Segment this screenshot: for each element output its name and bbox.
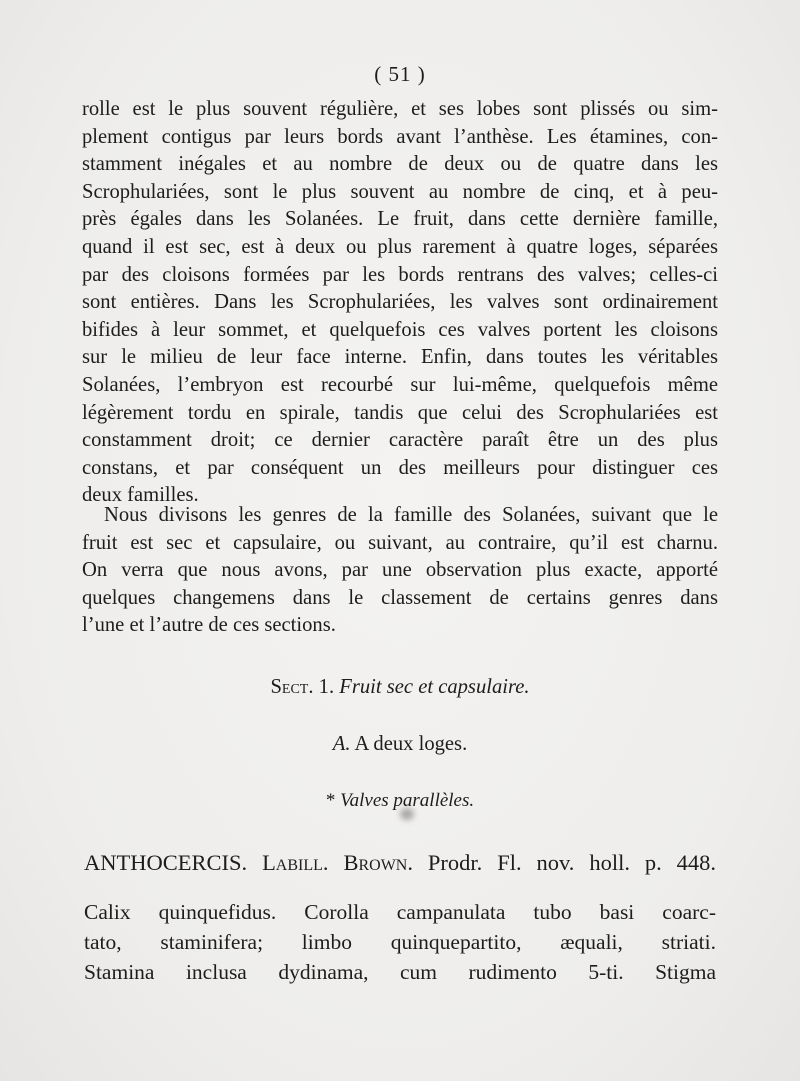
text-line: près égales dans les Solanées. Le fruit, dans cette dernière famille, [82,208,718,231]
genus-author-brown: Brown. [343,850,413,875]
text-line: sur le milieu de leur face interne. Enfin, dans toutes les véritables [82,346,718,369]
section-number: 1. [318,676,335,698]
text-line: quand il est sec, est à deux ou plus rarement à quatre loges, séparées [82,235,718,258]
genus-heading [84,850,716,876]
genus-name: ANTHOCERCIS. [84,850,248,875]
text-line: sont entières. Dans les Scrophulariées, les valves sont ordinairement [82,291,718,314]
genus-reference: Prodr. Fl. nov. holl. p. 448. [427,850,717,875]
text-line: constamment droit; ce dernier caractère paraît être un des plus [82,429,718,452]
genus-author-labill: Labill. [262,850,329,875]
page-number: ( 51 ) [374,62,426,86]
paragraph-continued [82,96,718,510]
ink-smudge [400,808,414,820]
text-line: deux familles. [82,484,199,507]
text-line: Scrophulariées, sont le plus souvent au nombre de cinq, et à peu- [82,180,718,203]
text-line: l’une et l’autre de ces sections. [82,614,336,637]
subsection-title: A deux loges. [354,733,468,755]
text-line: fruit est sec et capsulaire, ou suivant, au contraire, qu’il est charnu. [82,531,718,554]
text-line: rolle est le plus souvent régulière, et ses lobes sont plissés ou sim- [82,98,718,120]
text-line: bifides à leur sommet, et quelquefois ces valves portent les cloisons [82,318,718,341]
text-line: constans, et par conséquent un des meilleurs pour distinguer ces [82,456,718,479]
text-line: Stamina inclusa dydinama, cum rudimento 5-ti. Stigma [84,960,716,984]
subsubsection-title: Valves parallèles. [340,790,475,811]
text-line: plement contigus par leurs bords avant l’anthèse. Les étamines, con- [82,125,718,148]
subsubsection-mark: * [325,790,336,811]
subsubsection-heading [0,790,800,812]
text-line: On verra que nous avons, par une observation plus exacte, apporté [82,559,718,582]
paragraph-genres [82,502,718,640]
section-heading [0,676,800,699]
text-line: légèrement tordu en spirale, tandis que celui des Scrophulariées est [82,401,718,424]
text-line: Solanées, l’embryon est recourbé sur lui-même, quelquefois même [82,373,718,396]
text-line: Nous divisons les genres de la famille des Solanées, suivant que le [104,504,718,526]
text-line: quelques changemens dans le classement de certains genres dans [82,586,718,609]
text-line: par des cloisons formées par les bords rentrans des valves; celles-ci [82,263,718,286]
section-label: Sect. [270,676,314,698]
text-line: tato, staminifera; limbo quinquepartito, æquali, striati. [84,930,716,954]
subsection-letter: A. [332,733,351,755]
section-title: Fruit sec et capsulaire. [339,676,530,698]
subsection-heading [0,733,800,756]
text-line: Calix quinquefidus. Corolla campanulata tubo basi coarc- [84,900,716,924]
genus-description [84,897,716,987]
text-line: stamment inégales et au nombre de deux ou de quatre dans les [82,153,718,176]
